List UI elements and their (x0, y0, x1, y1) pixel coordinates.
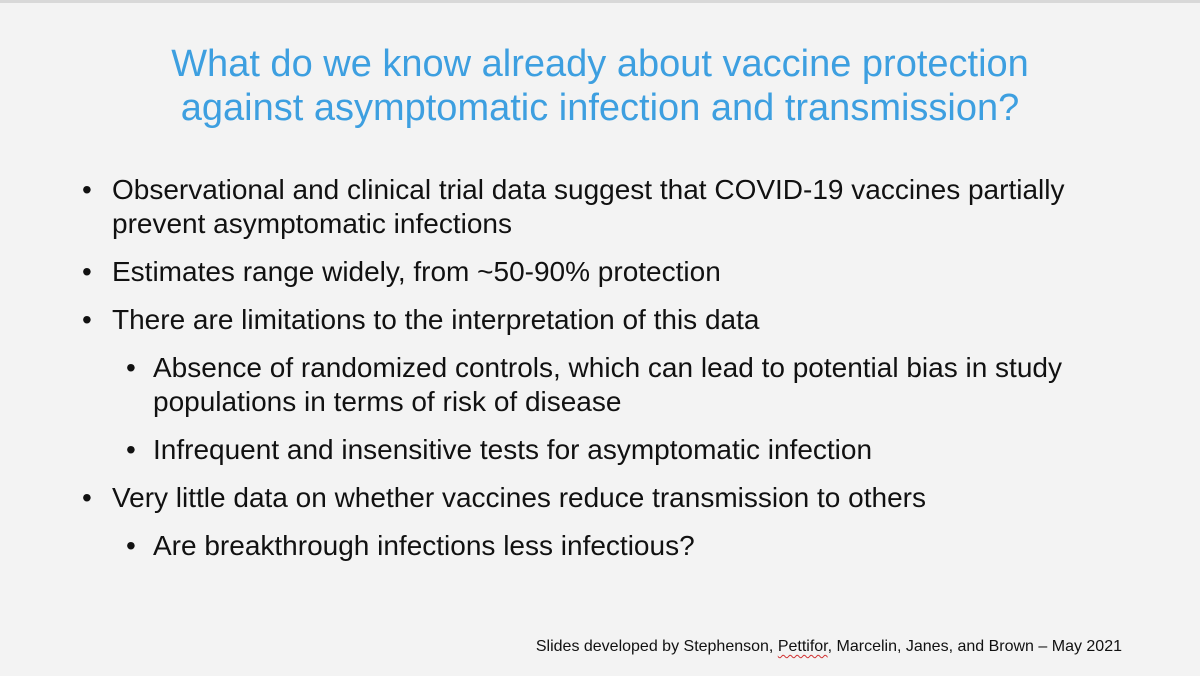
bullet-text: Are breakthrough infections less infectious? (153, 530, 695, 561)
bullet-item (80, 255, 1080, 289)
bullet-marker: • (82, 304, 92, 335)
bullet-text: Absence of randomized controls, which can lead to potential bias in study populations in terms of risk of disease (153, 352, 1062, 417)
slide-footer-credit (536, 638, 1122, 656)
sub-bullet-item (124, 433, 1080, 467)
bullet-marker: • (126, 530, 136, 561)
bullet-marker: • (82, 256, 92, 287)
slide-title (60, 42, 1140, 130)
title-line-2: against asymptomatic infection and transmission? (180, 87, 1020, 129)
sub-bullet-item (124, 529, 1080, 563)
sub-bullet-item (124, 351, 1080, 419)
bullet-list (80, 173, 1080, 577)
bullet-text: Observational and clinical trial data suggest that COVID-19 vaccines partially prevent asymptomatic infections (112, 174, 1065, 239)
bullet-text: Estimates range widely, from ~50-90% protection (112, 256, 721, 287)
bullet-text: Very little data on whether vaccines reduce transmission to others (112, 482, 926, 513)
bullet-text: There are limitations to the interpretation of this data (112, 304, 760, 335)
footer-text-after: , Marcelin, Janes, and Brown – May 2021 (827, 638, 1122, 655)
slide-top-border (0, 0, 1200, 3)
bullet-text: Infrequent and insensitive tests for asymptomatic infection (153, 434, 873, 465)
footer-flagged-word: Pettifor (777, 638, 828, 655)
bullet-item (80, 481, 1080, 515)
bullet-marker: • (126, 434, 136, 465)
bullet-marker: • (82, 482, 92, 513)
bullet-item (80, 303, 1080, 337)
bullet-marker: • (126, 352, 136, 383)
bullet-item (80, 173, 1080, 241)
footer-text-before: Slides developed by Stephenson, (535, 638, 778, 655)
bullet-marker: • (82, 174, 92, 205)
title-line-1: What do we know already about vaccine protection (171, 43, 1029, 85)
